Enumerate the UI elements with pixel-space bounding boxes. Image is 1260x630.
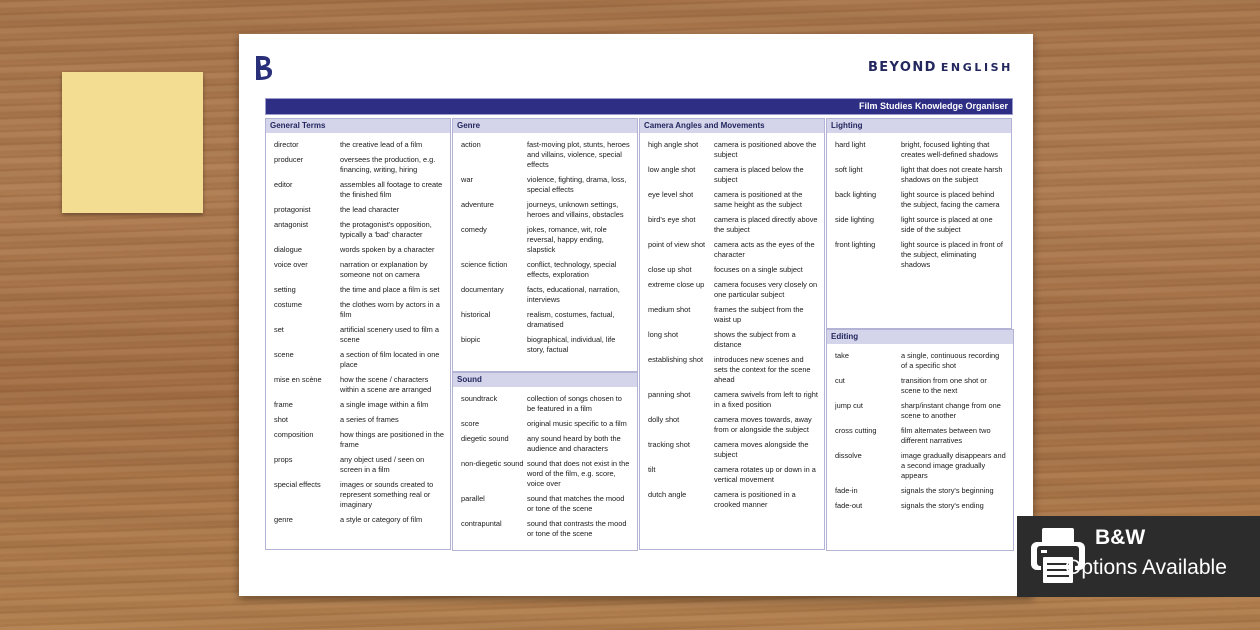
term-name: parallel bbox=[461, 494, 485, 503]
term-row bbox=[266, 220, 450, 240]
term-name: soft light bbox=[835, 165, 863, 174]
term-definition: any object used / seen on screen in a film bbox=[340, 455, 425, 474]
term-name: tracking shot bbox=[648, 440, 690, 449]
term-row bbox=[827, 401, 1013, 421]
term-row bbox=[640, 265, 824, 275]
term-list bbox=[640, 133, 824, 510]
term-row bbox=[640, 280, 824, 300]
term-name: comedy bbox=[461, 225, 487, 234]
term-definition: oversees the production, e.g. financing, writing, hiring bbox=[340, 155, 436, 174]
section-camera bbox=[639, 118, 825, 550]
beyond-logo-icon bbox=[253, 54, 275, 82]
term-row bbox=[266, 415, 450, 425]
term-row bbox=[453, 394, 637, 414]
term-name: extreme close up bbox=[648, 280, 705, 289]
term-row bbox=[453, 519, 637, 539]
column-general-terms bbox=[265, 118, 451, 550]
term-name: adventure bbox=[461, 200, 494, 209]
term-definition: the clothes worn by actors in a film bbox=[340, 300, 440, 319]
term-row bbox=[827, 426, 1013, 446]
term-row bbox=[453, 434, 637, 454]
term-definition: the protagonist's opposition, typically a 'bad' character bbox=[340, 220, 432, 239]
term-name: set bbox=[274, 325, 284, 334]
term-name: frame bbox=[274, 400, 293, 409]
term-definition: light source is placed at one side of the subject bbox=[901, 215, 993, 234]
term-definition: a style or category of film bbox=[340, 515, 423, 524]
term-row bbox=[453, 140, 637, 170]
term-name: voice over bbox=[274, 260, 308, 269]
organiser-sheet bbox=[265, 98, 1013, 550]
term-row bbox=[453, 285, 637, 305]
term-row bbox=[640, 440, 824, 460]
column-camera bbox=[639, 118, 825, 550]
term-name: props bbox=[274, 455, 293, 464]
term-name: dissolve bbox=[835, 451, 862, 460]
term-row bbox=[266, 155, 450, 175]
term-row bbox=[266, 480, 450, 510]
term-definition: image gradually disappears and a second image gradually appears bbox=[901, 451, 1006, 480]
section-general-terms bbox=[265, 118, 451, 550]
term-row bbox=[640, 355, 824, 385]
term-row bbox=[827, 190, 1011, 210]
term-name: producer bbox=[274, 155, 304, 164]
term-definition: journeys, unknown settings, heroes and villains, obstacles bbox=[527, 200, 624, 219]
term-name: cut bbox=[835, 376, 845, 385]
term-name: contrapuntal bbox=[461, 519, 502, 528]
term-name: action bbox=[461, 140, 481, 149]
column-lighting-editing bbox=[826, 118, 1012, 551]
term-name: science fiction bbox=[461, 260, 508, 269]
term-name: back lighting bbox=[835, 190, 877, 199]
term-definition: artificial scenery used to film a scene bbox=[340, 325, 439, 344]
badge-line1: B&W bbox=[1095, 526, 1146, 549]
term-definition: camera acts as the eyes of the character bbox=[714, 240, 815, 259]
term-definition: camera rotates up or down in a vertical movement bbox=[714, 465, 816, 484]
term-row bbox=[827, 215, 1011, 235]
term-definition: assembles all footage to create the finished film bbox=[340, 180, 443, 199]
term-name: score bbox=[461, 419, 480, 428]
term-definition: light source is placed in front of the subject, eliminating shadows bbox=[901, 240, 1003, 269]
term-definition: biographical, individual, life story, factual bbox=[527, 335, 616, 354]
term-row bbox=[640, 465, 824, 485]
term-name: soundtrack bbox=[461, 394, 498, 403]
term-name: panning shot bbox=[648, 390, 691, 399]
term-definition: sharp/instant change from one scene to another bbox=[901, 401, 1001, 420]
term-definition: conflict, technology, special effects, exploration bbox=[527, 260, 617, 279]
term-definition: fast-moving plot, stunts, heroes and villains, violence, special effects bbox=[527, 140, 630, 169]
term-definition: sound that does not exist in the word of the film, e.g. score, voice over bbox=[527, 459, 630, 488]
term-name: non-diegetic sound bbox=[461, 459, 524, 468]
term-row bbox=[640, 240, 824, 260]
term-name: dutch angle bbox=[648, 490, 687, 499]
term-definition: a series of frames bbox=[340, 415, 399, 424]
term-name: take bbox=[835, 351, 849, 360]
term-name: establishing shot bbox=[648, 355, 704, 364]
term-row bbox=[827, 486, 1013, 496]
term-definition: camera is placed directly above the subject bbox=[714, 215, 818, 234]
term-name: fade-in bbox=[835, 486, 858, 495]
term-row bbox=[640, 415, 824, 435]
term-definition: shows the subject from a distance bbox=[714, 330, 796, 349]
term-name: setting bbox=[274, 285, 296, 294]
term-row bbox=[266, 245, 450, 255]
term-row bbox=[640, 305, 824, 325]
term-definition: camera moves alongside the subject bbox=[714, 440, 809, 459]
term-name: side lighting bbox=[835, 215, 875, 224]
term-definition: camera moves towards, away from or alongside the subject bbox=[714, 415, 812, 434]
term-name: jump cut bbox=[835, 401, 863, 410]
term-definition: original music specific to a film bbox=[527, 419, 627, 428]
term-definition: a single image within a film bbox=[340, 400, 429, 409]
term-definition: camera focuses very closely on one particular subject bbox=[714, 280, 818, 299]
term-row bbox=[266, 375, 450, 395]
term-row bbox=[266, 325, 450, 345]
term-row bbox=[827, 165, 1011, 185]
term-name: high angle shot bbox=[648, 140, 699, 149]
term-definition: realism, costumes, factual, dramatised bbox=[527, 310, 615, 329]
term-row bbox=[453, 200, 637, 220]
term-definition: introduces new scenes and sets the context for the scene ahead bbox=[714, 355, 811, 384]
term-definition: film alternates between two different narratives bbox=[901, 426, 991, 445]
term-definition: camera swivels from left to right in a fixed position bbox=[714, 390, 818, 409]
section-sound bbox=[452, 372, 638, 551]
term-row bbox=[266, 300, 450, 320]
brand-wordmark bbox=[868, 60, 1013, 75]
term-name: low angle shot bbox=[648, 165, 696, 174]
term-definition: a section of film located in one place bbox=[340, 350, 440, 369]
term-definition: camera is positioned above the subject bbox=[714, 140, 817, 159]
term-definition: signals the story's ending bbox=[901, 501, 984, 510]
term-row bbox=[640, 190, 824, 210]
term-definition: any sound heard by both the audience and characters bbox=[527, 434, 621, 453]
term-name: historical bbox=[461, 310, 491, 319]
term-list bbox=[453, 133, 637, 355]
term-row bbox=[640, 330, 824, 350]
term-name: director bbox=[274, 140, 299, 149]
term-name: documentary bbox=[461, 285, 504, 294]
term-row bbox=[453, 225, 637, 255]
term-row bbox=[827, 451, 1013, 481]
term-row bbox=[453, 260, 637, 280]
term-row bbox=[266, 260, 450, 280]
section-lighting bbox=[826, 118, 1012, 329]
term-row bbox=[266, 455, 450, 475]
term-row bbox=[453, 419, 637, 429]
term-row bbox=[453, 310, 637, 330]
term-name: long shot bbox=[648, 330, 678, 339]
term-definition: camera is positioned at the same height as the subject bbox=[714, 190, 803, 209]
term-definition: transition from one shot or scene to the next bbox=[901, 376, 987, 395]
term-row bbox=[827, 351, 1013, 371]
section-heading: Genre bbox=[453, 118, 637, 133]
term-list bbox=[827, 133, 1011, 270]
bw-options-badge bbox=[1017, 516, 1260, 597]
term-definition: light that does not create harsh shadows on the subject bbox=[901, 165, 1003, 184]
badge-line2: Options Available bbox=[1065, 556, 1227, 579]
term-definition: the creative lead of a film bbox=[340, 140, 423, 149]
term-definition: narration or explanation by someone not on camera bbox=[340, 260, 428, 279]
term-name: fade-out bbox=[835, 501, 863, 510]
brand-name-part2: ENGLISH bbox=[940, 61, 1013, 74]
term-definition: jokes, romance, wit, role reversal, happy ending, slapstick bbox=[527, 225, 607, 254]
term-name: dolly shot bbox=[648, 415, 680, 424]
term-name: protagonist bbox=[274, 205, 311, 214]
term-definition: sound that matches the mood or tone of the scene bbox=[527, 494, 625, 513]
section-editing bbox=[826, 329, 1014, 551]
term-definition: signals the story's beginning bbox=[901, 486, 994, 495]
term-name: eye level shot bbox=[648, 190, 694, 199]
term-definition: violence, fighting, drama, loss, special effects bbox=[527, 175, 627, 194]
term-name: antagonist bbox=[274, 220, 309, 229]
section-heading: Editing bbox=[827, 329, 1013, 344]
term-list bbox=[827, 344, 1013, 511]
term-row bbox=[266, 515, 450, 525]
term-name: shot bbox=[274, 415, 288, 424]
sticky-note bbox=[62, 72, 203, 213]
term-row bbox=[453, 459, 637, 489]
term-row bbox=[640, 215, 824, 235]
section-heading: Camera Angles and Movements bbox=[640, 118, 824, 133]
section-heading: General Terms bbox=[266, 118, 450, 133]
term-definition: the lead character bbox=[340, 205, 400, 214]
term-definition: a single, continuous recording of a specific shot bbox=[901, 351, 1000, 370]
term-row bbox=[827, 240, 1011, 270]
term-list bbox=[453, 387, 637, 539]
term-definition: facts, educational, narration, interviews bbox=[527, 285, 620, 304]
term-definition: the time and place a film is set bbox=[340, 285, 440, 294]
term-definition: how the scene / characters within a scene are arranged bbox=[340, 375, 432, 394]
term-row bbox=[266, 180, 450, 200]
section-heading: Sound bbox=[453, 372, 637, 387]
term-list bbox=[266, 133, 450, 525]
term-name: biopic bbox=[461, 335, 481, 344]
term-name: medium shot bbox=[648, 305, 691, 314]
term-row bbox=[640, 490, 824, 510]
term-row bbox=[453, 335, 637, 355]
term-row bbox=[640, 140, 824, 160]
term-row bbox=[640, 165, 824, 185]
term-name: war bbox=[461, 175, 473, 184]
term-row bbox=[266, 400, 450, 410]
term-definition: sound that contrasts the mood or tone of the scene bbox=[527, 519, 627, 538]
term-row bbox=[827, 501, 1013, 511]
term-name: composition bbox=[274, 430, 314, 439]
term-name: editor bbox=[274, 180, 293, 189]
term-definition: words spoken by a character bbox=[340, 245, 435, 254]
term-row bbox=[453, 494, 637, 514]
term-name: front lighting bbox=[835, 240, 876, 249]
term-row bbox=[827, 376, 1013, 396]
term-row bbox=[266, 205, 450, 215]
term-row bbox=[266, 430, 450, 450]
term-definition: camera is positioned in a crooked manner bbox=[714, 490, 796, 509]
brand-name-part1: BEYOND bbox=[867, 60, 937, 75]
term-name: tilt bbox=[648, 465, 656, 474]
term-name: dialogue bbox=[274, 245, 302, 254]
term-definition: collection of songs chosen to be featured in a film bbox=[527, 394, 622, 413]
term-definition: images or sounds created to represent something real or imaginary bbox=[340, 480, 434, 509]
term-definition: bright, focused lighting that creates well-defined shadows bbox=[901, 140, 998, 159]
term-name: scene bbox=[274, 350, 294, 359]
term-row bbox=[640, 390, 824, 410]
term-name: costume bbox=[274, 300, 302, 309]
term-name: close up shot bbox=[648, 265, 692, 274]
sheet-title-bar bbox=[265, 98, 1013, 115]
term-name: point of view shot bbox=[648, 240, 706, 249]
term-name: bird's eye shot bbox=[648, 215, 696, 224]
term-definition: focuses on a single subject bbox=[714, 265, 803, 274]
term-definition: how things are positioned in the frame bbox=[340, 430, 444, 449]
term-row bbox=[453, 175, 637, 195]
term-row bbox=[266, 140, 450, 150]
term-definition: light source is placed behind the subject, facing the camera bbox=[901, 190, 1000, 209]
term-name: genre bbox=[274, 515, 293, 524]
term-name: mise en scène bbox=[274, 375, 322, 384]
term-name: diegetic sound bbox=[461, 434, 509, 443]
column-genre-sound bbox=[452, 118, 638, 551]
term-definition: camera is placed below the subject bbox=[714, 165, 804, 184]
term-name: cross cutting bbox=[835, 426, 877, 435]
sheet-title: Film Studies Knowledge Organiser bbox=[858, 101, 1008, 111]
term-name: special effects bbox=[274, 480, 321, 489]
knowledge-organiser-page bbox=[239, 34, 1033, 596]
term-row bbox=[266, 350, 450, 370]
term-definition: frames the subject from the waist up bbox=[714, 305, 804, 324]
section-heading: Lighting bbox=[827, 118, 1011, 133]
term-row bbox=[266, 285, 450, 295]
term-row bbox=[827, 140, 1011, 160]
section-genre bbox=[452, 118, 638, 372]
term-name: hard light bbox=[835, 140, 866, 149]
